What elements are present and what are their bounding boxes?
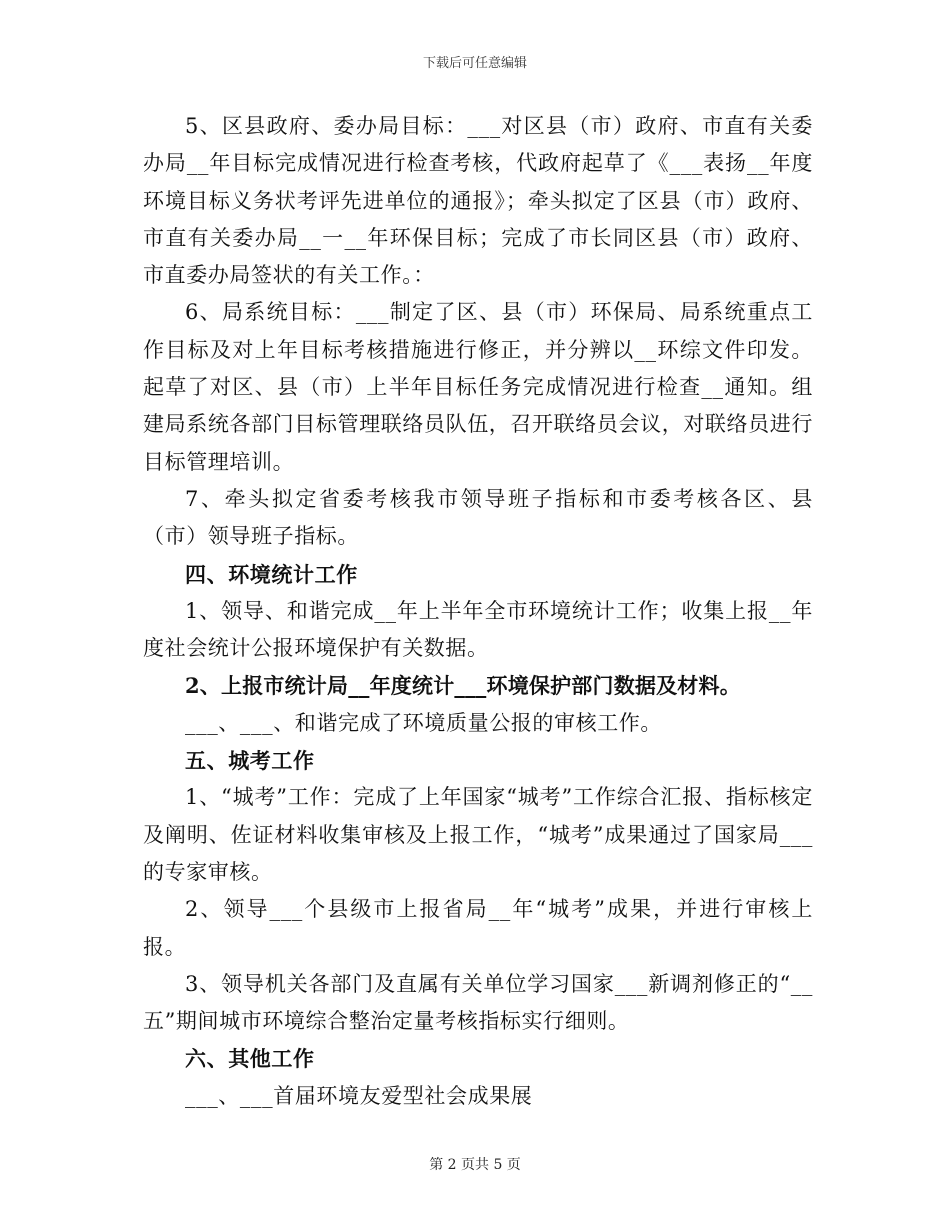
paragraph-bureau-goals: 6、局系统目标：___制定了区、县（市）环保局、局系统重点工作目标及对上年目标考核措施进行修正，并分辨以__环综文件印发。起草了对区、县（市）上半年目标任务完成情况进行检查__通知。组建局系统各部门目标管理联络员队伍，召开联络员会议，对联络员进行目标管理培训。 (143, 300, 813, 474)
paragraph-leadership-indicators: 7、牵头拟定省委考核我市领导班子指标和市委考核各区、县（市）领导班子指标。 (143, 486, 813, 549)
paragraph-district-goals: 5、区县政府、委办局目标：___对区县（市）政府、市直有关委办局__年目标完成情况进行检查考核，代政府起草了《___表扬__年度环境目标义务状考评先进单位的通报》；牵头拟定了区县（市）政府、市直有关委办局__一__年环保目标；完成了市长同区县（市）政府、市直委办局签状的有关工作。： (143, 114, 813, 288)
document-body (143, 108, 813, 1115)
page-number: 第 2 页共 5 页 (429, 1157, 521, 1173)
page-header: 下载后可任意编辑 (422, 56, 527, 71)
paragraph-statistics-1: 1、领导、和谐完成__年上半年全市环境统计工作；收集上报__年度社会统计公报环境保护有关数据。 (143, 598, 813, 661)
paragraph-other-work-1: ___、___首届环境友爱型社会成果展 (185, 1083, 533, 1108)
paragraph-quality-report: ___、___、和谐完成了环境质量公报的审核工作。 (185, 710, 662, 735)
paragraph-city-assessment-2: 2、领导___个县级市上报省局__年“城考”成果，并进行审核上报。 (143, 897, 813, 959)
section-heading-statistics: 四、环境统计工作 (185, 561, 358, 587)
paragraph-city-assessment-3: 3、领导机关各部门及直属有关单位学习国家___新调剂修正的“__五”期间城市环境综合整治定量考核指标实行细则。 (143, 971, 813, 1034)
section-heading-city-assessment: 五、城考工作 (185, 748, 315, 774)
paragraph-city-assessment-1: 1、“城考”工作：完成了上年国家“城考”工作综合汇报、指标核定及阐明、佐证材料收集审核及上报工作，“城考”成果通过了国家局___的专家审核。 (143, 785, 813, 884)
paragraph-statistics-2: 2、上报市统计局__年度统计___环境保护部门数据及材料。 (185, 673, 741, 699)
section-heading-other-work: 六、其他工作 (185, 1046, 315, 1072)
